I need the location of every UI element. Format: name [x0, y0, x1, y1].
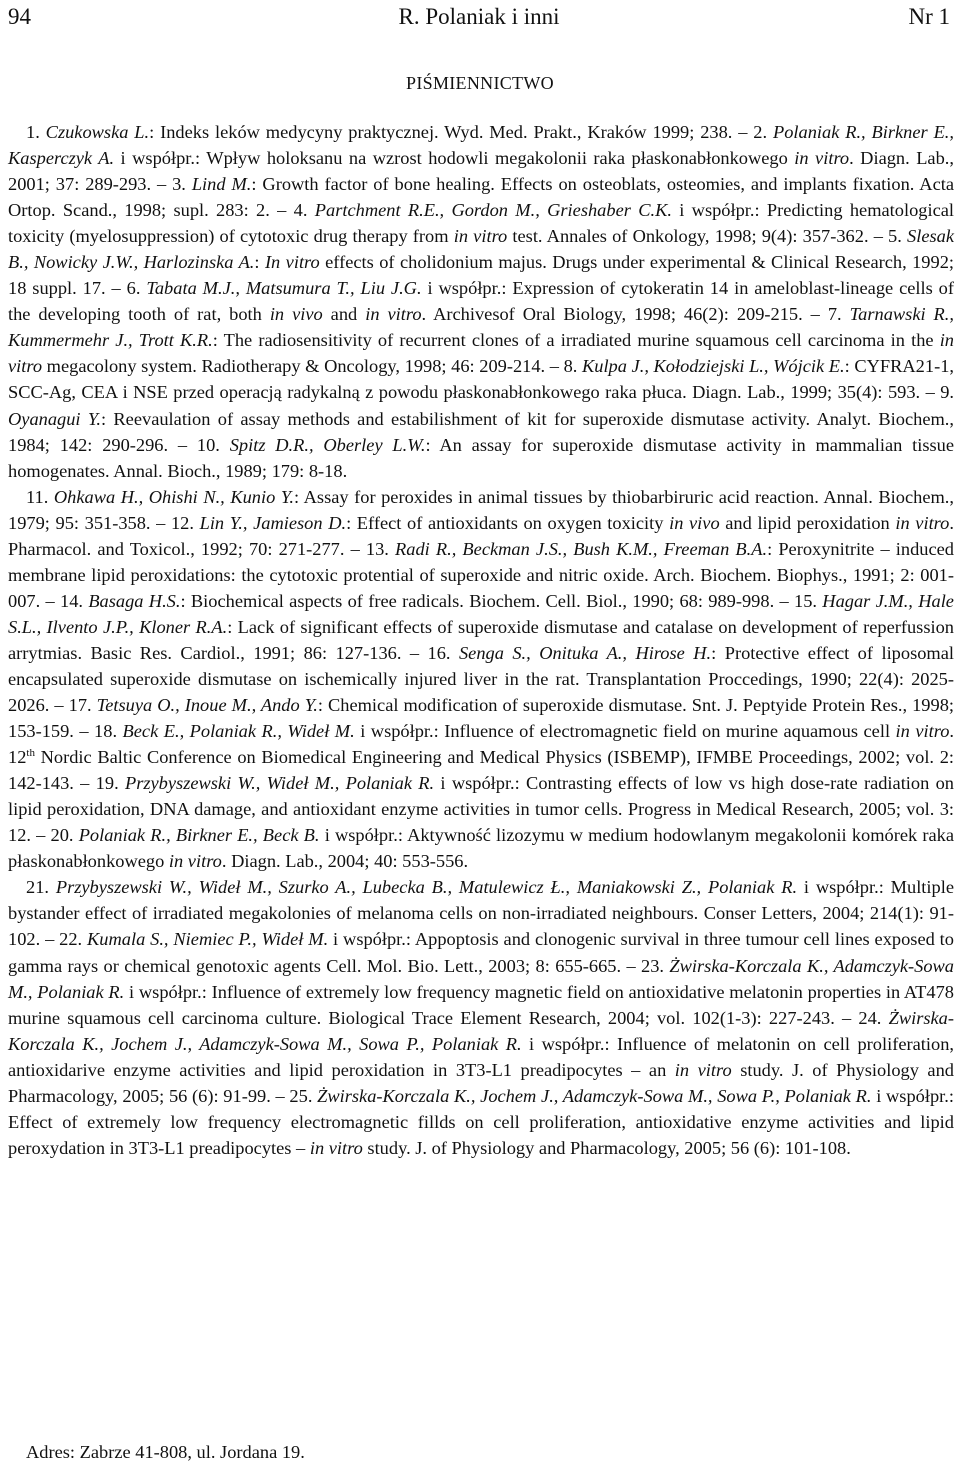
- running-header: [8, 0, 950, 34]
- reference-text: : Indeks leków medycyny praktycznej. Wyd. Med. Prakt., Kraków 1999; 238. – 2.: [149, 122, 773, 142]
- reference-italic-text: in vivo: [669, 512, 720, 533]
- reference-italic-text: in vitro: [168, 851, 222, 872]
- reference-text: : Biochemical aspects of free radicals. Biochem. Cell. Biol., 1990; 68: 989-998. – 15.: [180, 590, 823, 611]
- reference-italic-text: Przybyszewski W., Wideł M., Polaniak R.: [124, 773, 435, 794]
- issue-number: Nr 1: [908, 4, 950, 29]
- reference-text: and: [322, 304, 366, 325]
- reference-text: i współpr.: Influence of electromagnetic field on murine aquamous cell: [354, 721, 896, 742]
- reference-italic-text: Żwirska-Korczala K., Jochem J., Adamczyk-Sowa M., Sowa P., Polaniak R.: [8, 1007, 954, 1054]
- reference-text: i współpr.: Expression of cytokeratin 14 in ameloblast-lineage cells of the developing tooth of rat, both: [8, 278, 955, 325]
- reference-italic-text: Tabata M.J., Matsumura T., Liu J.G.: [146, 278, 422, 299]
- reference-italic-text: in vitro: [453, 226, 508, 247]
- reference-italic-text: Czukowska L.: [45, 122, 150, 142]
- reference-italic-text: Basaga H.S.: [88, 590, 181, 611]
- reference-italic-text: in vitro: [895, 512, 950, 533]
- reference-italic-text: Spitz D.R., Oberley L.W.: [229, 434, 426, 455]
- page-number: 94: [8, 4, 31, 29]
- reference-text: : Lack of significant effects of superoxide dismutase and catalase on development of reperfussion arrytmias. Basic Res. Cardiol., 1991; 86: 127-136. – 16.: [8, 616, 954, 663]
- reference-text: 1.: [26, 122, 46, 142]
- reference-list: [8, 119, 954, 1161]
- reference-italic-text: Żwirska-Korczala K., Jochem J., Adamczyk-Sowa M., Sowa P., Polaniak R.: [317, 1085, 872, 1106]
- reference-italic-text: Lind M.: [191, 174, 252, 195]
- reference-text: i współpr.: Predicting hematological toxicity (myelosuppression) of cytotoxic drug therapy from: [8, 200, 955, 247]
- reference-text: i współpr.: Multiple bystander effect of irradiated megakolonies of melanoma cells on non-irradiated neighbours. Conser Letters, 2004; 214(1): 91-102. – 22.: [8, 877, 954, 950]
- reference-text: i współpr.: Appoptosis and clonogenic survival in three tumour cell lines exposed to gamma rays or chemical genotoxic agents Cell. Mol. Bio. Lett., 2003; 8: 655-665. – 23.: [8, 929, 954, 976]
- reference-text: . Pharmacol. and Toxicol., 1992; 70: 271-277. – 13.: [8, 512, 954, 559]
- reference-text: . Archivesof Oral Biology, 1998; 46(2): 209-215. – 7.: [421, 304, 850, 325]
- reference-text: i współpr.: Influence of melatonin on cell proliferation, antioxidarive enzyme activities and lipid peroxidation in 3T3-L1 preadipocytes – an: [8, 1033, 954, 1080]
- reference-paragraph: [8, 484, 954, 875]
- reference-italic-text: in vitro: [794, 148, 850, 169]
- running-title: R. Polaniak i inni: [398, 4, 560, 29]
- section-title: PIŚMIENNICTWO: [406, 73, 554, 93]
- reference-text: 21.: [26, 877, 56, 898]
- reference-text: . Diagn. Lab., 2001; 37: 289-293. – 3.: [8, 148, 954, 195]
- reference-italic-text: Kumala S., Niemiec P., Wideł M.: [87, 929, 329, 950]
- reference-italic-text: Hagar J.M., Hale S.L., Ilvento J.P., Kloner R.A.: [8, 590, 954, 637]
- reference-italic-text: in vitro: [895, 721, 950, 742]
- reference-italic-text: Partchment R.E., Gordon M., Grieshaber C.K.: [314, 200, 672, 221]
- reference-italic-text: Tarnawski R., Kummermehr J., Trott K.R.: [8, 304, 954, 351]
- reference-superscript: th: [26, 747, 35, 760]
- reference-italic-text: Kulpa J., Kołodziejski L., Wójcik E.: [581, 356, 845, 377]
- reference-text: test. Annales of Onkology, 1998; 9(4): 357-362. – 5.: [507, 226, 908, 247]
- reference-italic-text: in vitro: [365, 304, 422, 325]
- reference-paragraph: [8, 874, 954, 1161]
- reference-italic-text: Polaniak R., Birkner E., Kasperczyk A.: [8, 122, 954, 169]
- reference-italic-text: Oyanagui Y.: [8, 408, 101, 429]
- reference-italic-text: Beck E., Polaniak R., Wideł M.: [122, 721, 355, 742]
- reference-italic-text: in vitro: [309, 1137, 363, 1158]
- reference-text: megacolony system. Radiotherapy & Oncology, 1998; 46: 209-214. – 8.: [42, 356, 582, 377]
- reference-italic-text: in vitro: [674, 1059, 732, 1080]
- reference-text: . Diagn. Lab., 2004; 40: 553-556.: [221, 851, 469, 872]
- reference-paragraph: [8, 119, 954, 484]
- reference-text: : Chemical modification of superoxide dismutase. Snt. J. Peptyide Protein Res., 1998; 153-159. – 18.: [8, 695, 954, 742]
- reference-text: 11.: [26, 486, 54, 507]
- reference-text: study. J. of Physiology and Pharmacology, 2005; 56 (6): 91-99. – 25.: [8, 1059, 954, 1106]
- reference-italic-text: in vitro: [8, 330, 954, 377]
- reference-text: Nordic Baltic Conference on Biomedical Engineering and Medical Physics (ISBEMP), IFMBE Proceedings, 2002; vol. 2: 142-143. – 19.: [8, 747, 954, 794]
- reference-italic-text: Senga S., Onituka A., Hirose H.: [458, 642, 712, 663]
- reference-text: : The radiosensitivity of recurrent clones of a irradiated murine squamous cell carcinoma in the: [212, 330, 940, 351]
- reference-text: : Assay for peroxides in animal tissues by thiobarbiruric acid reaction. Annal. Biochem., 1979; 95: 351-358. – 12.: [8, 486, 954, 533]
- reference-italic-text: Przybyszewski W., Wideł M., Szurko A., Lubecka B., Matulewicz Ł., Maniakowski Z., Polaniak R.: [55, 877, 798, 898]
- reference-text: : Effect of antioxidants on oxygen toxicity: [346, 512, 670, 533]
- reference-text: i współpr.: Contrasting effects of low vs high dose-rate radiation on lipid peroxidation, DNA damage, and antioxidant enzyme activities in tumor cells. Progress in Medical Research, 2005; vol. 3: 12. – 20.: [8, 773, 954, 846]
- reference-text: i współpr.: Aktywność lizozymu w medium hodowlanym megakolonii komórek raka płaskonabłonkowego: [8, 825, 955, 872]
- reference-text: : CYFRA21-1, SCC-Ag, CEA i NSE przed operacją radykalną z powodu płaskonabłonkowego raka płuca. Diagn. Lab., 1999; 35(4): 593. – 9.: [8, 356, 954, 403]
- reference-italic-text: Radi R., Beckman J.S., Bush K.M., Freeman B.A.: [395, 538, 768, 559]
- reference-text: : Peroxynitrite – induced membrane lipid peroxidations: the cytotoxic protential of superoxide and nitric oxide. Arch. Biochem. Biophys., 1991; 2: 001-007. – 14.: [8, 538, 954, 611]
- reference-text: effects of cholidonium majus. Drugs under experimental & Clinical Research, 1992; 18 suppl. 17. – 6.: [8, 252, 954, 299]
- reference-italic-text: Żwirska-Korczala K., Adamczyk-Sowa M., Polaniak R.: [8, 955, 954, 1002]
- reference-italic-text: Polaniak R., Birkner E., Beck B.: [78, 825, 320, 846]
- reference-text: : Growth factor of bone healing. Effects on osteoblats, osteomies, and implants fixation. Acta Ortop. Scand., 1998; supl. 283: 2. – 4.: [8, 174, 955, 221]
- reference-text: and lipid peroxidation: [719, 512, 896, 533]
- reference-text: : Reevaulation of assay methods and estabilishment of kit for superoxide dismutase activity. Analyt. Biochem., 1984; 142: 290-296. – 10.: [8, 408, 954, 455]
- author-address: Adres: Zabrze 41-808, ul. Jordana 19.: [26, 1442, 305, 1462]
- reference-italic-text: Slesak B., Nowicky J.W., Harlozinska A.: [8, 226, 954, 273]
- reference-text: : An assay for superoxide dismutase activity in mammalian tissue homogenates. Annal. Bioch., 1989; 179: 8-18.: [8, 434, 955, 481]
- reference-text: i współpr.: Wpływ holoksanu na wzrost hodowli megakolonii raka płaskonabłonkowego: [114, 148, 795, 169]
- reference-italic-text: Ohkawa H., Ohishi N., Kunio Y.: [53, 486, 294, 507]
- reference-italic-text: in vivo: [269, 304, 323, 325]
- reference-text: study. J. of Physiology and Pharmacology, 2005; 56 (6): 101-108.: [362, 1137, 851, 1158]
- reference-text: i współpr.: Effect of extremely low frequency electromagnetic fillds on cell proliferation, antioxidative enzyme activities and lipid peroxydation in 3T3-L1 preadipocytes –: [8, 1085, 954, 1158]
- reference-italic-text: Lin Y., Jamieson D.: [199, 512, 347, 533]
- reference-italic-text: Tetsuya O., Inoue M., Ando Y.: [96, 695, 318, 716]
- reference-italic-text: In vitro: [264, 252, 320, 273]
- reference-text: i współpr.: Influence of extremely low frequency magnetic field on antioxidative melatonin properties in AT478 murine squamous cell carcinoma culture. Biological Trace Element Research, 2004; vol. 102(1-3): 227-243. – 24.: [8, 981, 954, 1028]
- reference-text: : Protective effect of liposomal encapsulated superoxide dismutase on ischemically injured liver in the rat. Transplantation Proccedings, 1990; 22(4): 2025-2026. – 17.: [8, 642, 954, 716]
- reference-text: . 12: [8, 721, 954, 768]
- reference-text: :: [254, 252, 265, 273]
